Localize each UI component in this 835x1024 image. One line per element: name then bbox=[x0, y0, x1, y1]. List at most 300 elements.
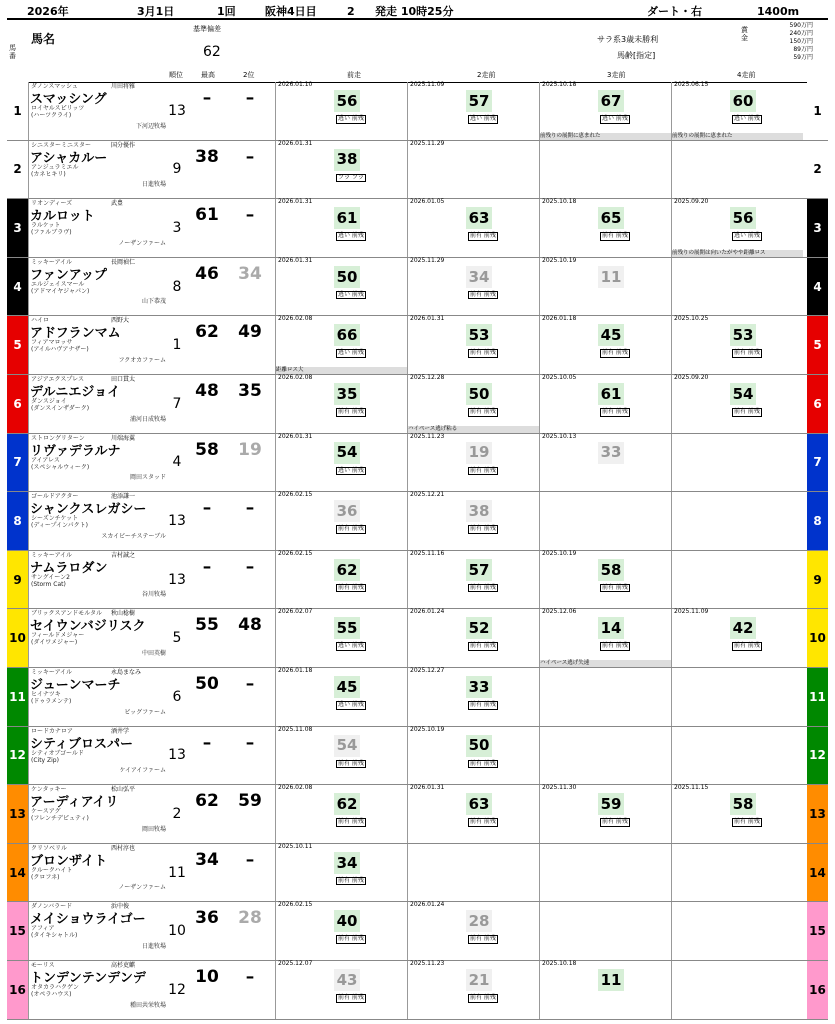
race-record bbox=[275, 844, 407, 902]
race-tag: 前有 前残 bbox=[602, 818, 628, 826]
sire-name: ストロングリターン bbox=[31, 434, 85, 442]
sire-name: リオンディーズ bbox=[31, 200, 73, 208]
race-record bbox=[275, 492, 407, 550]
best-score: 62 bbox=[195, 791, 219, 812]
sire-name: アジアエクスプレス bbox=[31, 376, 84, 383]
race-score: 53 bbox=[466, 324, 492, 346]
race-tag: フラ フラ bbox=[338, 173, 364, 181]
horse-name: ファンアップ bbox=[30, 267, 107, 283]
race-score: 45 bbox=[334, 676, 360, 698]
race-score: 56 bbox=[730, 207, 756, 229]
rank-order: 6 bbox=[172, 688, 182, 705]
best-score: 46 bbox=[195, 263, 219, 284]
sire-name: ミッキーアイル bbox=[31, 551, 73, 559]
breeder-name: 岡田スタッド bbox=[129, 474, 166, 482]
race-tag: 前有 前残 bbox=[734, 818, 760, 826]
horse-row bbox=[7, 199, 828, 258]
prize-1: 590万円 bbox=[789, 22, 813, 29]
race-record bbox=[275, 375, 407, 433]
race-date: 2026.02.15 bbox=[278, 549, 313, 557]
second-score: – bbox=[245, 732, 255, 753]
race-date: 2025.11.23 bbox=[410, 960, 445, 967]
best-score: 50 bbox=[195, 674, 219, 694]
race-date: 2025.11.08 bbox=[278, 725, 313, 733]
race-score: 57 bbox=[466, 559, 492, 581]
second-label: 2位 bbox=[243, 71, 255, 79]
race-date: 2026.01.05 bbox=[410, 198, 445, 206]
race-date: 2025.10.18 bbox=[542, 198, 577, 206]
race-date: 2026.01.31 bbox=[278, 198, 313, 206]
race-date: 2025.10.13 bbox=[542, 432, 577, 440]
race-date: 2025.09.20 bbox=[674, 374, 709, 381]
race-date: 2026.02.08 bbox=[278, 784, 313, 792]
race-distance: 1400m bbox=[757, 4, 800, 18]
race-slot-empty bbox=[671, 844, 803, 902]
race-date: 2025.11.09 bbox=[674, 608, 709, 616]
damsire-name: (ハーツクライ) bbox=[31, 112, 72, 119]
breeder-name: 下河辺牧場 bbox=[135, 122, 166, 130]
race-record bbox=[539, 785, 671, 843]
race-tag: 前有 前残 bbox=[470, 232, 496, 240]
best-score: 10 bbox=[195, 967, 219, 987]
horse-name: スマッシング bbox=[30, 92, 107, 107]
race-record bbox=[407, 961, 539, 1019]
race-date: 2025.12.28 bbox=[410, 374, 445, 381]
jockey-name: 高杉吏麒 bbox=[111, 962, 136, 969]
race-tag: 逃い 前残 bbox=[338, 701, 364, 708]
prize-5: 59万円 bbox=[793, 54, 813, 61]
race-date: 2025.10.18 bbox=[542, 81, 577, 88]
prev3-label: 3走前 bbox=[607, 71, 626, 79]
race-date: 2025.10.18 bbox=[542, 960, 577, 967]
sire-name: ミッキーアイル bbox=[31, 258, 73, 266]
damsire-name: (カネヒキリ) bbox=[31, 170, 66, 178]
race-slot-empty bbox=[671, 492, 803, 550]
umaban-left: 2 bbox=[7, 141, 29, 199]
sire-name: ゴールドアクター bbox=[31, 493, 79, 501]
damsire-name: (ディープインパクト) bbox=[31, 522, 88, 530]
race-score: 33 bbox=[598, 442, 624, 464]
race-slot-empty bbox=[671, 961, 803, 1019]
horse-row bbox=[7, 844, 828, 903]
race-date: 2026.01.18 bbox=[542, 315, 577, 323]
race-date: 2025.10.25 bbox=[674, 315, 709, 323]
bamei-label: 馬名 bbox=[31, 32, 56, 46]
umaban-label: 馬番 bbox=[9, 44, 16, 60]
race-score: 21 bbox=[466, 969, 492, 991]
damsire-name: (タイキシャトル) bbox=[31, 932, 78, 940]
rank-order: 9 bbox=[172, 161, 182, 178]
race-date: 2026.01.31 bbox=[410, 784, 445, 792]
dam-name: クルークハイト bbox=[31, 866, 73, 874]
jockey-name: 秋山稔樹 bbox=[111, 610, 136, 618]
race-score: 58 bbox=[598, 559, 624, 581]
umaban-left: 8 bbox=[7, 492, 29, 550]
race-record bbox=[539, 434, 671, 492]
race-record bbox=[671, 82, 803, 140]
race-tag: 前有 前残 bbox=[338, 583, 364, 591]
race-record bbox=[539, 551, 671, 609]
race-record bbox=[275, 316, 407, 374]
race-tag: 前有 前残 bbox=[470, 349, 496, 357]
umaban-right: 8 bbox=[807, 492, 828, 550]
best-score: 38 bbox=[195, 146, 219, 167]
race-tag: 前有 前残 bbox=[734, 408, 760, 415]
race-record bbox=[275, 141, 407, 199]
horse-row bbox=[7, 727, 828, 786]
race-score: 54 bbox=[730, 383, 756, 405]
race-date: 3月1日 bbox=[137, 5, 175, 18]
race-date: 2025.10.05 bbox=[542, 374, 577, 381]
race-tag: 逃い 前残 bbox=[338, 349, 364, 357]
race-tag: 前有 前残 bbox=[338, 876, 364, 884]
horse-row bbox=[7, 316, 828, 375]
race-score: 36 bbox=[334, 500, 360, 522]
horse-name: ナムラロダン bbox=[30, 560, 108, 576]
jockey-name: 川端海翼 bbox=[111, 434, 136, 442]
race-record bbox=[407, 902, 539, 960]
race-score: 60 bbox=[730, 90, 756, 112]
race-tag: 逃い 前残 bbox=[338, 115, 364, 122]
second-score: – bbox=[245, 556, 255, 577]
umaban-left: 3 bbox=[7, 199, 29, 257]
race-score: 33 bbox=[466, 676, 492, 698]
race-record bbox=[671, 316, 803, 374]
race-tag: 前有 前残 bbox=[338, 408, 364, 415]
breeder-name: フクオカファーム bbox=[118, 356, 166, 364]
race-date: 2026.02.08 bbox=[278, 374, 313, 381]
best-score: 61 bbox=[195, 205, 219, 226]
rank-order: 3 bbox=[172, 219, 182, 236]
sire-name: シニスターミニスター bbox=[31, 141, 92, 149]
rank-order: 7 bbox=[172, 395, 182, 412]
race-date: 2025.10.19 bbox=[542, 256, 577, 264]
prize-list bbox=[755, 22, 813, 62]
race-year: 2026年 bbox=[27, 5, 69, 18]
sire-name: ロードカナロア bbox=[31, 727, 73, 735]
race-date: 2026.01.24 bbox=[410, 608, 445, 616]
umaban-left: 13 bbox=[7, 785, 29, 843]
horse-name: シティブロスパー bbox=[30, 736, 133, 752]
race-tag: 前有 前残 bbox=[470, 290, 496, 298]
race-record bbox=[275, 609, 407, 667]
best-score: 48 bbox=[195, 381, 219, 401]
damsire-name: (ファルブラヴ) bbox=[31, 229, 72, 237]
umaban-right: 7 bbox=[807, 434, 828, 492]
race-date: 2026.01.10 bbox=[278, 81, 313, 88]
jockey-name: 武豊 bbox=[111, 200, 124, 208]
best-score: – bbox=[202, 556, 212, 577]
base-value: 62 bbox=[203, 44, 221, 60]
umaban-left: 1 bbox=[7, 82, 29, 140]
umaban-left: 9 bbox=[7, 551, 29, 609]
jockey-name: 田口貫太 bbox=[111, 376, 136, 383]
race-date: 2026.01.31 bbox=[278, 139, 313, 147]
second-score: 28 bbox=[238, 908, 262, 929]
race-score: 63 bbox=[466, 793, 492, 815]
breeder-name: 浦河日成牧場 bbox=[129, 415, 166, 423]
umaban-left: 11 bbox=[7, 668, 29, 726]
horse-row bbox=[7, 141, 828, 200]
race-tag: 前有 前残 bbox=[470, 935, 496, 943]
race-record bbox=[407, 82, 539, 140]
race-score: 55 bbox=[334, 617, 360, 639]
race-record bbox=[671, 199, 803, 257]
race-record bbox=[407, 727, 539, 785]
race-date: 2025.11.30 bbox=[542, 784, 577, 792]
horse-row bbox=[7, 551, 828, 610]
race-score: 56 bbox=[334, 90, 360, 112]
race-slot-empty bbox=[671, 258, 803, 316]
breeder-name: ビッグファーム bbox=[124, 708, 166, 716]
race-record bbox=[539, 316, 671, 374]
horse-row bbox=[7, 492, 828, 551]
rank-order: 2 bbox=[172, 805, 182, 822]
umaban-right: 9 bbox=[807, 551, 828, 609]
race-slot-empty bbox=[671, 434, 803, 492]
rank-order: 12 bbox=[168, 981, 186, 998]
sire-name: ブリックスアンドモルタル bbox=[31, 610, 102, 618]
best-score: – bbox=[202, 732, 212, 753]
breeder-name: 種田共栄牧場 bbox=[129, 1001, 166, 1009]
best-score: – bbox=[202, 88, 212, 108]
column-header bbox=[7, 20, 828, 83]
prev1-label: 前走 bbox=[347, 71, 361, 79]
umaban-right: 3 bbox=[807, 199, 828, 257]
best-score: – bbox=[202, 498, 212, 519]
horse-name: ブロンザイト bbox=[30, 853, 108, 869]
horse-name: ジューンマーチ bbox=[30, 678, 121, 693]
damsire-name: (スペシャルウィーク) bbox=[31, 463, 90, 471]
second-score: 59 bbox=[238, 791, 262, 812]
race-score: 65 bbox=[598, 207, 624, 229]
prev2-label: 2走前 bbox=[477, 71, 496, 79]
dam-name: サングイーン2 bbox=[31, 573, 70, 581]
sire-name: ダノンバラード bbox=[31, 903, 73, 911]
prize-2: 240万円 bbox=[789, 30, 813, 37]
race-score: 45 bbox=[598, 324, 624, 346]
race-date: 2026.01.31 bbox=[410, 315, 445, 323]
horse-name: カルロット bbox=[30, 209, 95, 225]
jockey-name: 国分優作 bbox=[111, 141, 136, 149]
jockey-name: 西野大 bbox=[111, 317, 130, 325]
race-slot-empty bbox=[539, 668, 671, 726]
race-score: 14 bbox=[598, 617, 624, 639]
horse-row bbox=[7, 668, 828, 727]
race-slot-empty bbox=[671, 668, 803, 726]
horse-row bbox=[7, 902, 828, 961]
race-date: 2026.02.08 bbox=[278, 315, 313, 323]
best-score: 58 bbox=[195, 439, 219, 460]
damsire-name: (クロフネ) bbox=[31, 873, 60, 881]
race-record bbox=[275, 82, 407, 140]
order-label: 順位 bbox=[169, 71, 183, 79]
jockey-name: 浜中俊 bbox=[111, 903, 130, 911]
race-condition: 馬齢[指定] bbox=[617, 51, 656, 60]
race-record bbox=[671, 609, 803, 667]
race-record bbox=[671, 375, 803, 433]
race-score: 11 bbox=[598, 266, 624, 288]
race-record bbox=[539, 199, 671, 257]
race-tag: 前有 前残 bbox=[470, 583, 496, 591]
race-date: 2025.11.09 bbox=[410, 81, 445, 88]
umaban-left: 4 bbox=[7, 258, 29, 316]
umaban-right: 6 bbox=[807, 375, 828, 433]
race-score: 58 bbox=[730, 793, 756, 815]
second-score: – bbox=[245, 849, 255, 870]
race-score: 50 bbox=[466, 735, 492, 757]
race-record bbox=[407, 668, 539, 726]
umaban-left: 10 bbox=[7, 609, 29, 667]
horse-row bbox=[7, 258, 828, 317]
second-score: – bbox=[245, 146, 255, 167]
race-record bbox=[407, 785, 539, 843]
race-slot-empty bbox=[671, 727, 803, 785]
damsire-name: (Storm Cat) bbox=[31, 580, 66, 588]
race-record bbox=[539, 961, 671, 1019]
race-kai: 1回 bbox=[217, 5, 236, 18]
race-date: 2026.01.18 bbox=[278, 667, 313, 674]
race-date: 2026.01.24 bbox=[410, 901, 445, 909]
sire-name: ミッキーアイル bbox=[31, 669, 73, 676]
sire-name: モーリス bbox=[31, 962, 55, 969]
race-date: 2025.10.11 bbox=[278, 842, 313, 850]
damsire-name: (ダンスインザダーク) bbox=[31, 405, 90, 412]
horse-row bbox=[7, 375, 828, 434]
race-date: 2026.02.15 bbox=[278, 901, 313, 909]
damsire-name: (オペラハウス) bbox=[31, 991, 72, 998]
race-record bbox=[275, 785, 407, 843]
breeder-name: 日進牧場 bbox=[141, 942, 166, 950]
race-date: 2026.02.07 bbox=[278, 608, 313, 616]
dam-name: ケースアグ bbox=[31, 808, 61, 816]
race-date: 2025.12.21 bbox=[410, 491, 445, 499]
race-record bbox=[407, 199, 539, 257]
base-label: 基準偏差 bbox=[193, 25, 221, 33]
race-tag: 逃い 前残 bbox=[338, 642, 364, 650]
horse-name: アーディアイリ bbox=[30, 795, 119, 811]
race-score: 11 bbox=[598, 969, 624, 991]
umaban-right: 1 bbox=[807, 82, 828, 140]
prev4-label: 4走前 bbox=[737, 71, 756, 79]
race-record bbox=[275, 199, 407, 257]
race-score: 50 bbox=[466, 383, 492, 405]
race-date: 2025.11.15 bbox=[674, 784, 709, 792]
race-tag: 逃い 前残 bbox=[338, 290, 364, 298]
rank-order: 13 bbox=[168, 571, 186, 588]
race-tag: 前有 前残 bbox=[602, 408, 628, 415]
race-tag: 前有 前残 bbox=[470, 701, 496, 708]
race-score: 57 bbox=[466, 90, 492, 112]
race-tag: 逃い 前残 bbox=[470, 115, 496, 122]
prize-4: 89万円 bbox=[793, 46, 813, 53]
race-tag: 前有 前残 bbox=[470, 818, 496, 826]
second-score: – bbox=[245, 205, 255, 226]
damsire-name: (フレンチデピュティ) bbox=[31, 815, 89, 823]
race-record bbox=[671, 785, 803, 843]
breeder-name: 谷川牧場 bbox=[141, 591, 166, 599]
race-record bbox=[407, 141, 539, 199]
rank-order: 4 bbox=[172, 454, 182, 471]
second-score: – bbox=[245, 674, 255, 694]
race-record bbox=[275, 434, 407, 492]
race-slot-empty bbox=[671, 902, 803, 960]
dam-name: フィアマロッサ bbox=[31, 339, 73, 347]
race-score: 28 bbox=[466, 910, 492, 932]
race-note: 前残りの展開に恵まれた bbox=[672, 133, 803, 140]
race-tag: 前有 前残 bbox=[470, 525, 496, 533]
umaban-right: 15 bbox=[807, 902, 828, 960]
horse-row bbox=[7, 82, 828, 141]
race-tag: 逃い 前残 bbox=[734, 232, 760, 240]
race-tag: 前有 前残 bbox=[602, 583, 628, 591]
race-score: 61 bbox=[598, 383, 624, 405]
race-note: 前残りの展開は向いたがやや距離ロス bbox=[672, 250, 803, 257]
best-score: 62 bbox=[195, 322, 219, 343]
sire-name: ケンタッキー bbox=[31, 786, 67, 794]
second-score: 19 bbox=[238, 439, 262, 460]
race-score: 66 bbox=[334, 324, 360, 346]
rank-order: 13 bbox=[168, 102, 186, 119]
dam-name: ロイヤルスピリッツ bbox=[31, 105, 85, 112]
dam-name: アイアレス bbox=[31, 456, 60, 464]
umaban-left: 15 bbox=[7, 902, 29, 960]
race-date: 2025.12.06 bbox=[542, 608, 577, 616]
race-tag: 逃い 前残 bbox=[734, 115, 760, 122]
race-record bbox=[407, 609, 539, 667]
horse-name: トンデンテンデンデ bbox=[30, 971, 146, 986]
race-record bbox=[407, 551, 539, 609]
sire-name: ダノンスマッシュ bbox=[31, 83, 78, 90]
second-score: 35 bbox=[238, 381, 262, 401]
race-date: 2025.11.16 bbox=[410, 549, 445, 557]
race-tag: 前有 前残 bbox=[602, 349, 628, 357]
race-record bbox=[407, 316, 539, 374]
prize-label: 賞金 bbox=[741, 26, 748, 42]
race-tag: 逃い 前残 bbox=[338, 466, 364, 474]
rank-order: 11 bbox=[168, 864, 186, 881]
rank-order: 13 bbox=[168, 747, 186, 764]
damsire-name: (City Zip) bbox=[31, 756, 59, 764]
race-date: 2025.06.15 bbox=[674, 81, 709, 88]
umaban-right: 10 bbox=[807, 609, 828, 667]
race-note: ハイペース逃げ失速 bbox=[540, 660, 671, 667]
race-course: ダート・右 bbox=[647, 5, 702, 18]
umaban-left: 7 bbox=[7, 434, 29, 492]
race-tag: 前有 前残 bbox=[338, 759, 364, 767]
race-score: 34 bbox=[334, 852, 360, 874]
horse-row bbox=[7, 609, 828, 668]
race-score: 67 bbox=[598, 90, 624, 112]
race-tag: 逃い 前残 bbox=[338, 232, 364, 240]
jockey-name: 吉村誠之 bbox=[111, 551, 136, 559]
umaban-left: 5 bbox=[7, 316, 29, 374]
breeder-name: スカイビーチステーブル bbox=[101, 532, 166, 540]
race-record bbox=[275, 902, 407, 960]
horse-name: デルニエジョイ bbox=[30, 385, 121, 400]
prize-3: 150万円 bbox=[789, 38, 813, 45]
race-tag: 前有 前残 bbox=[470, 466, 496, 474]
rank-order: 8 bbox=[172, 278, 182, 295]
umaban-left: 6 bbox=[7, 375, 29, 433]
race-score: 19 bbox=[466, 442, 492, 464]
horse-name: セイウンバジリスク bbox=[30, 619, 146, 635]
race-record bbox=[407, 492, 539, 550]
horse-name: メイショウライゴー bbox=[30, 912, 146, 928]
dam-name: ヒイナツキ bbox=[31, 691, 61, 698]
second-score: – bbox=[245, 88, 255, 108]
breeder-name: 岡田牧場 bbox=[141, 825, 166, 833]
